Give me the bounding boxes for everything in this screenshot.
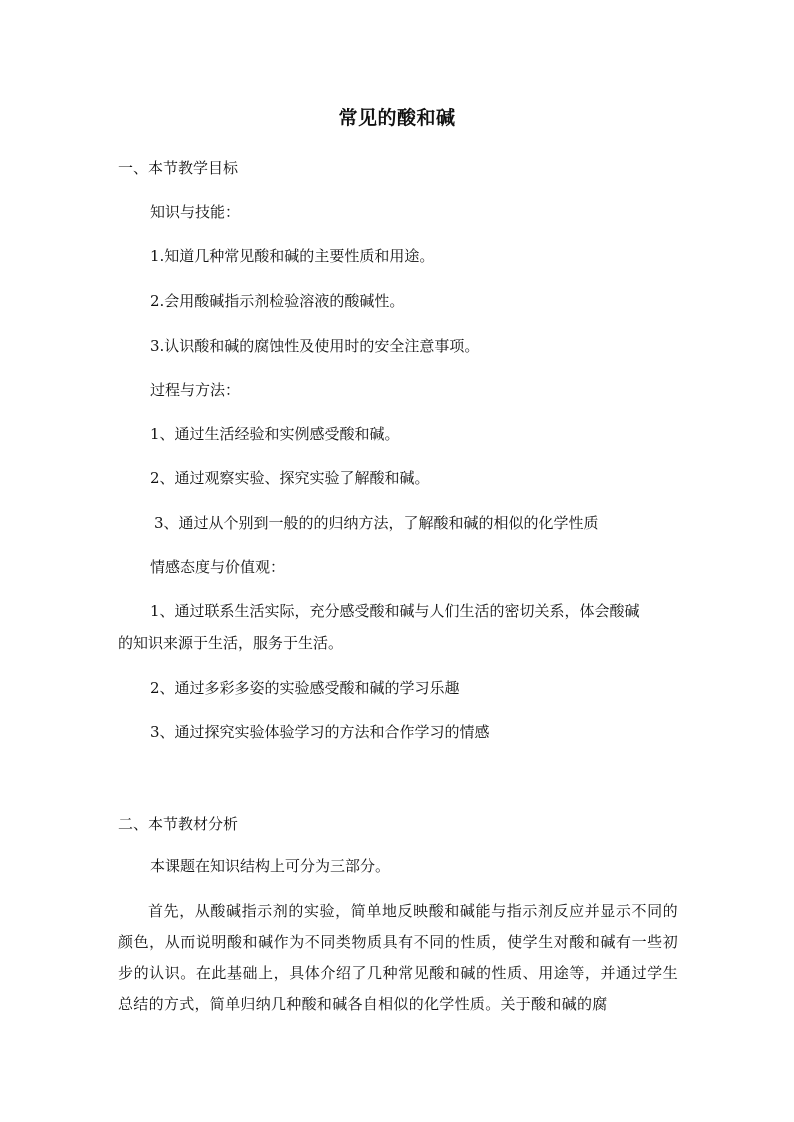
- emotion-item: 2、通过多彩多姿的实验感受酸和碱的学习乐趣: [150, 679, 460, 697]
- analysis-paragraph: 首先，从酸碱指示剂的实验，简单地反映酸和碱能与指示剂反应并显示不同的颜色，从而说明酸和碱作为不同类物质具有不同的性质，使学生对酸和碱有一些初步的认识。在此基础上，具体介绍了几种常见酸和碱的性质、用途等，并通过学生总结的方式，简单归纳几种酸和碱各自相似的化学性质。关于酸和碱的腐: [118, 902, 678, 1013]
- knowledge-item: 2.会用酸碱指示剂检验溶液的酸碱性。: [150, 292, 405, 310]
- section-heading-textbook-analysis: 二、本节教材分析: [118, 815, 239, 833]
- process-item: 2、通过观察实验、探究实验了解酸和碱。: [150, 469, 430, 487]
- subheading-process-methods: 过程与方法：: [150, 381, 241, 399]
- section-heading-objectives: 一、本节教学目标: [118, 159, 239, 177]
- emotion-item-continuation: 的知识来源于生活，服务于生活。: [118, 634, 344, 652]
- process-item: 3、通过从个别到一般的的归纳方法，了解酸和碱的相似的化学性质: [154, 514, 599, 532]
- process-item: 1、通过生活经验和实例感受酸和碱。: [150, 425, 400, 443]
- analysis-intro: 本课题在知识结构上可分为三部分。: [150, 857, 391, 875]
- emotion-item: 3、通过探究实验体验学习的方法和合作学习的情感: [150, 723, 490, 741]
- knowledge-item: 3.认识酸和碱的腐蚀性及使用时的安全注意事项。: [150, 337, 480, 355]
- document-title: 常见的酸和碱: [338, 107, 456, 129]
- knowledge-item: 1.知道几种常见酸和碱的主要性质和用途。: [150, 247, 435, 265]
- subheading-knowledge-skills: 知识与技能：: [150, 203, 241, 221]
- emotion-item: 1、通过联系生活实际，充分感受酸和碱与人们生活的密切关系，体会酸碱: [150, 602, 640, 620]
- subheading-emotion-values: 情感态度与价值观：: [150, 558, 286, 576]
